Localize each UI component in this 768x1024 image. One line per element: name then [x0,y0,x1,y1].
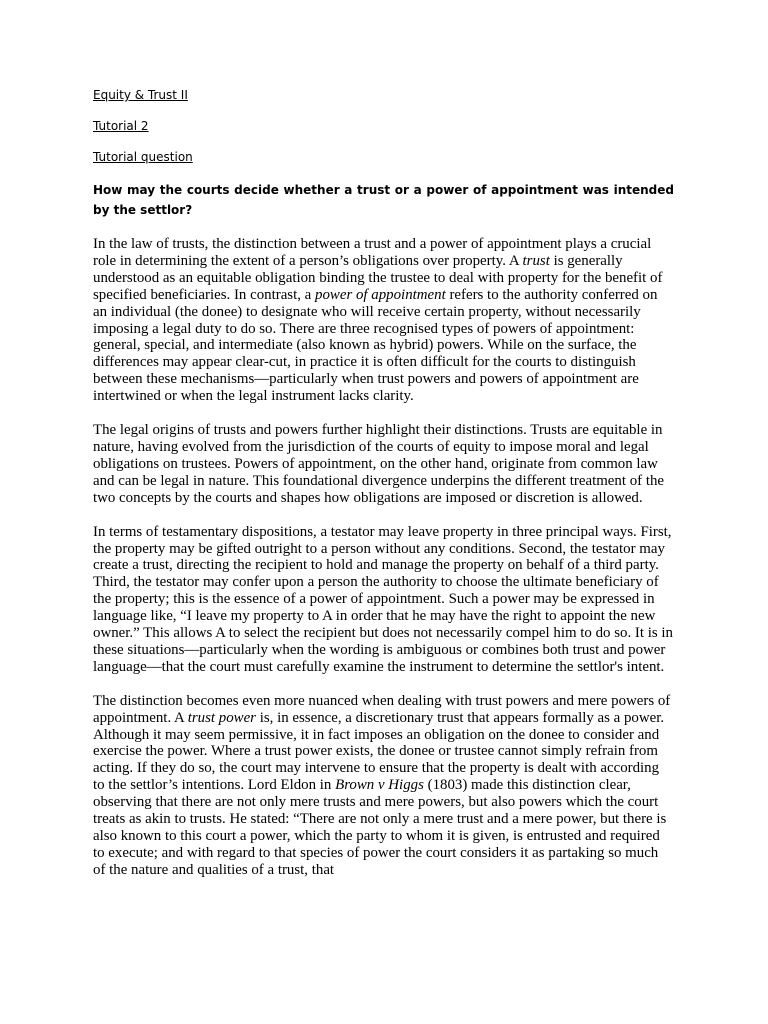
paragraph-4-text-c: is, in essence, a discretionary trust that appears formally as a power. Although it may seem permissive, it in fact imposes an obligation on the donee to consider and exercise the power. Where a trust power exists, the donee or trustee cannot simply refrain from acting. If they do so, the court may intervene to ensure that the property is dealt with according to the settlor’s intentions. Lord Eldon in [93,709,665,794]
paragraph-1-text-e: refers to the authority conferred on an individual (the donee) to designate who will receive certain property, without necessarily imposing a legal duty to do so. There are three recognised types of powers of appointment: general, special, and intermediate (also known as hybrid) powers. While on the surface, the differences may appear clear-cut, in practice it is often difficult for the courts to distinguish between these mechanisms—particularly when trust powers and powers of appointment are intertwined or when the legal instrument lacks clarity. [93,286,658,405]
course-title: Equity & Trust II [93,88,188,102]
paragraph-1-emphasis-trust: trust [522,252,550,269]
paragraph-4 [93,693,674,879]
paragraph-4-emphasis-trust-power: trust power [187,709,256,726]
document-body [93,87,674,896]
tutorial-number: Tutorial 2 [93,119,149,133]
paragraph-4-text-a: The distinction becomes even more nuanced when dealing with trust powers and mere powers of appointment. A [93,692,671,726]
paragraph-1-text-c: is generally understood as an equitable obligation binding the trustee to deal with property for the benefit of specified beneficiaries. In contrast, a [93,252,663,303]
paragraph-1 [93,236,674,405]
tutorial-question-label: Tutorial question [93,150,193,164]
paragraph-4-case-name: Brown v Higgs [335,777,424,794]
paragraph-1-emphasis-power: power of appointment [315,286,446,303]
paragraph-2: The legal origins of trusts and powers further highlight their distinctions. Trusts are equitable in nature, having evolved from the jurisdiction of the courts of equity to impose moral and legal obligations on trustees. Powers of appointment, on the other hand, originate from common law and can be legal in nature. This foundational divergence underpins the different treatment of the two concepts by the courts and shapes how obligations are imposed or discretion is allowed. [93,422,665,506]
paragraph-1-text-a: In the law of trusts, the distinction between a trust and a power of appointment plays a crucial role in determining the extent of a person’s obligations over property. A [93,236,652,269]
question-text: How may the courts decide whether a trust or a power of appointment was intended by the settlor? [93,183,674,217]
paragraph-4-text-e: (1803) made this distinction clear, observing that there are not only mere trusts and mere powers, but also powers which the court treats as akin to trusts. He stated: “There are not only a mere trust and a mere power, but there is also known to this court a power, which the party to whom it is given, is entrusted and required to execute; and with regard to that species of power the court considers it as partaking so much of the nature and qualities of a trust, that [93,777,667,878]
paragraph-3: In terms of testamentary dispositions, a testator may leave property in three principal ways. First, the property may be gifted outright to a person without any conditions. Second, the testator may create a trust, directing the recipient to hold and manage the property on behalf of a third party. Third, the testator may confer upon a person the authority to choose the ultimate beneficiary of the property; this is the essence of a power of appointment. Such a power may be expressed in language like, “I leave my property to A in order that he may have the right to appoint the new owner.” This allows A to select the recipient but does not necessarily compel him to do so. It is in these situations—particularly when the wording is ambiguous or combines both trust and power language—that the court must carefully examine the instrument to determine the settlor's intent. [93,523,673,675]
